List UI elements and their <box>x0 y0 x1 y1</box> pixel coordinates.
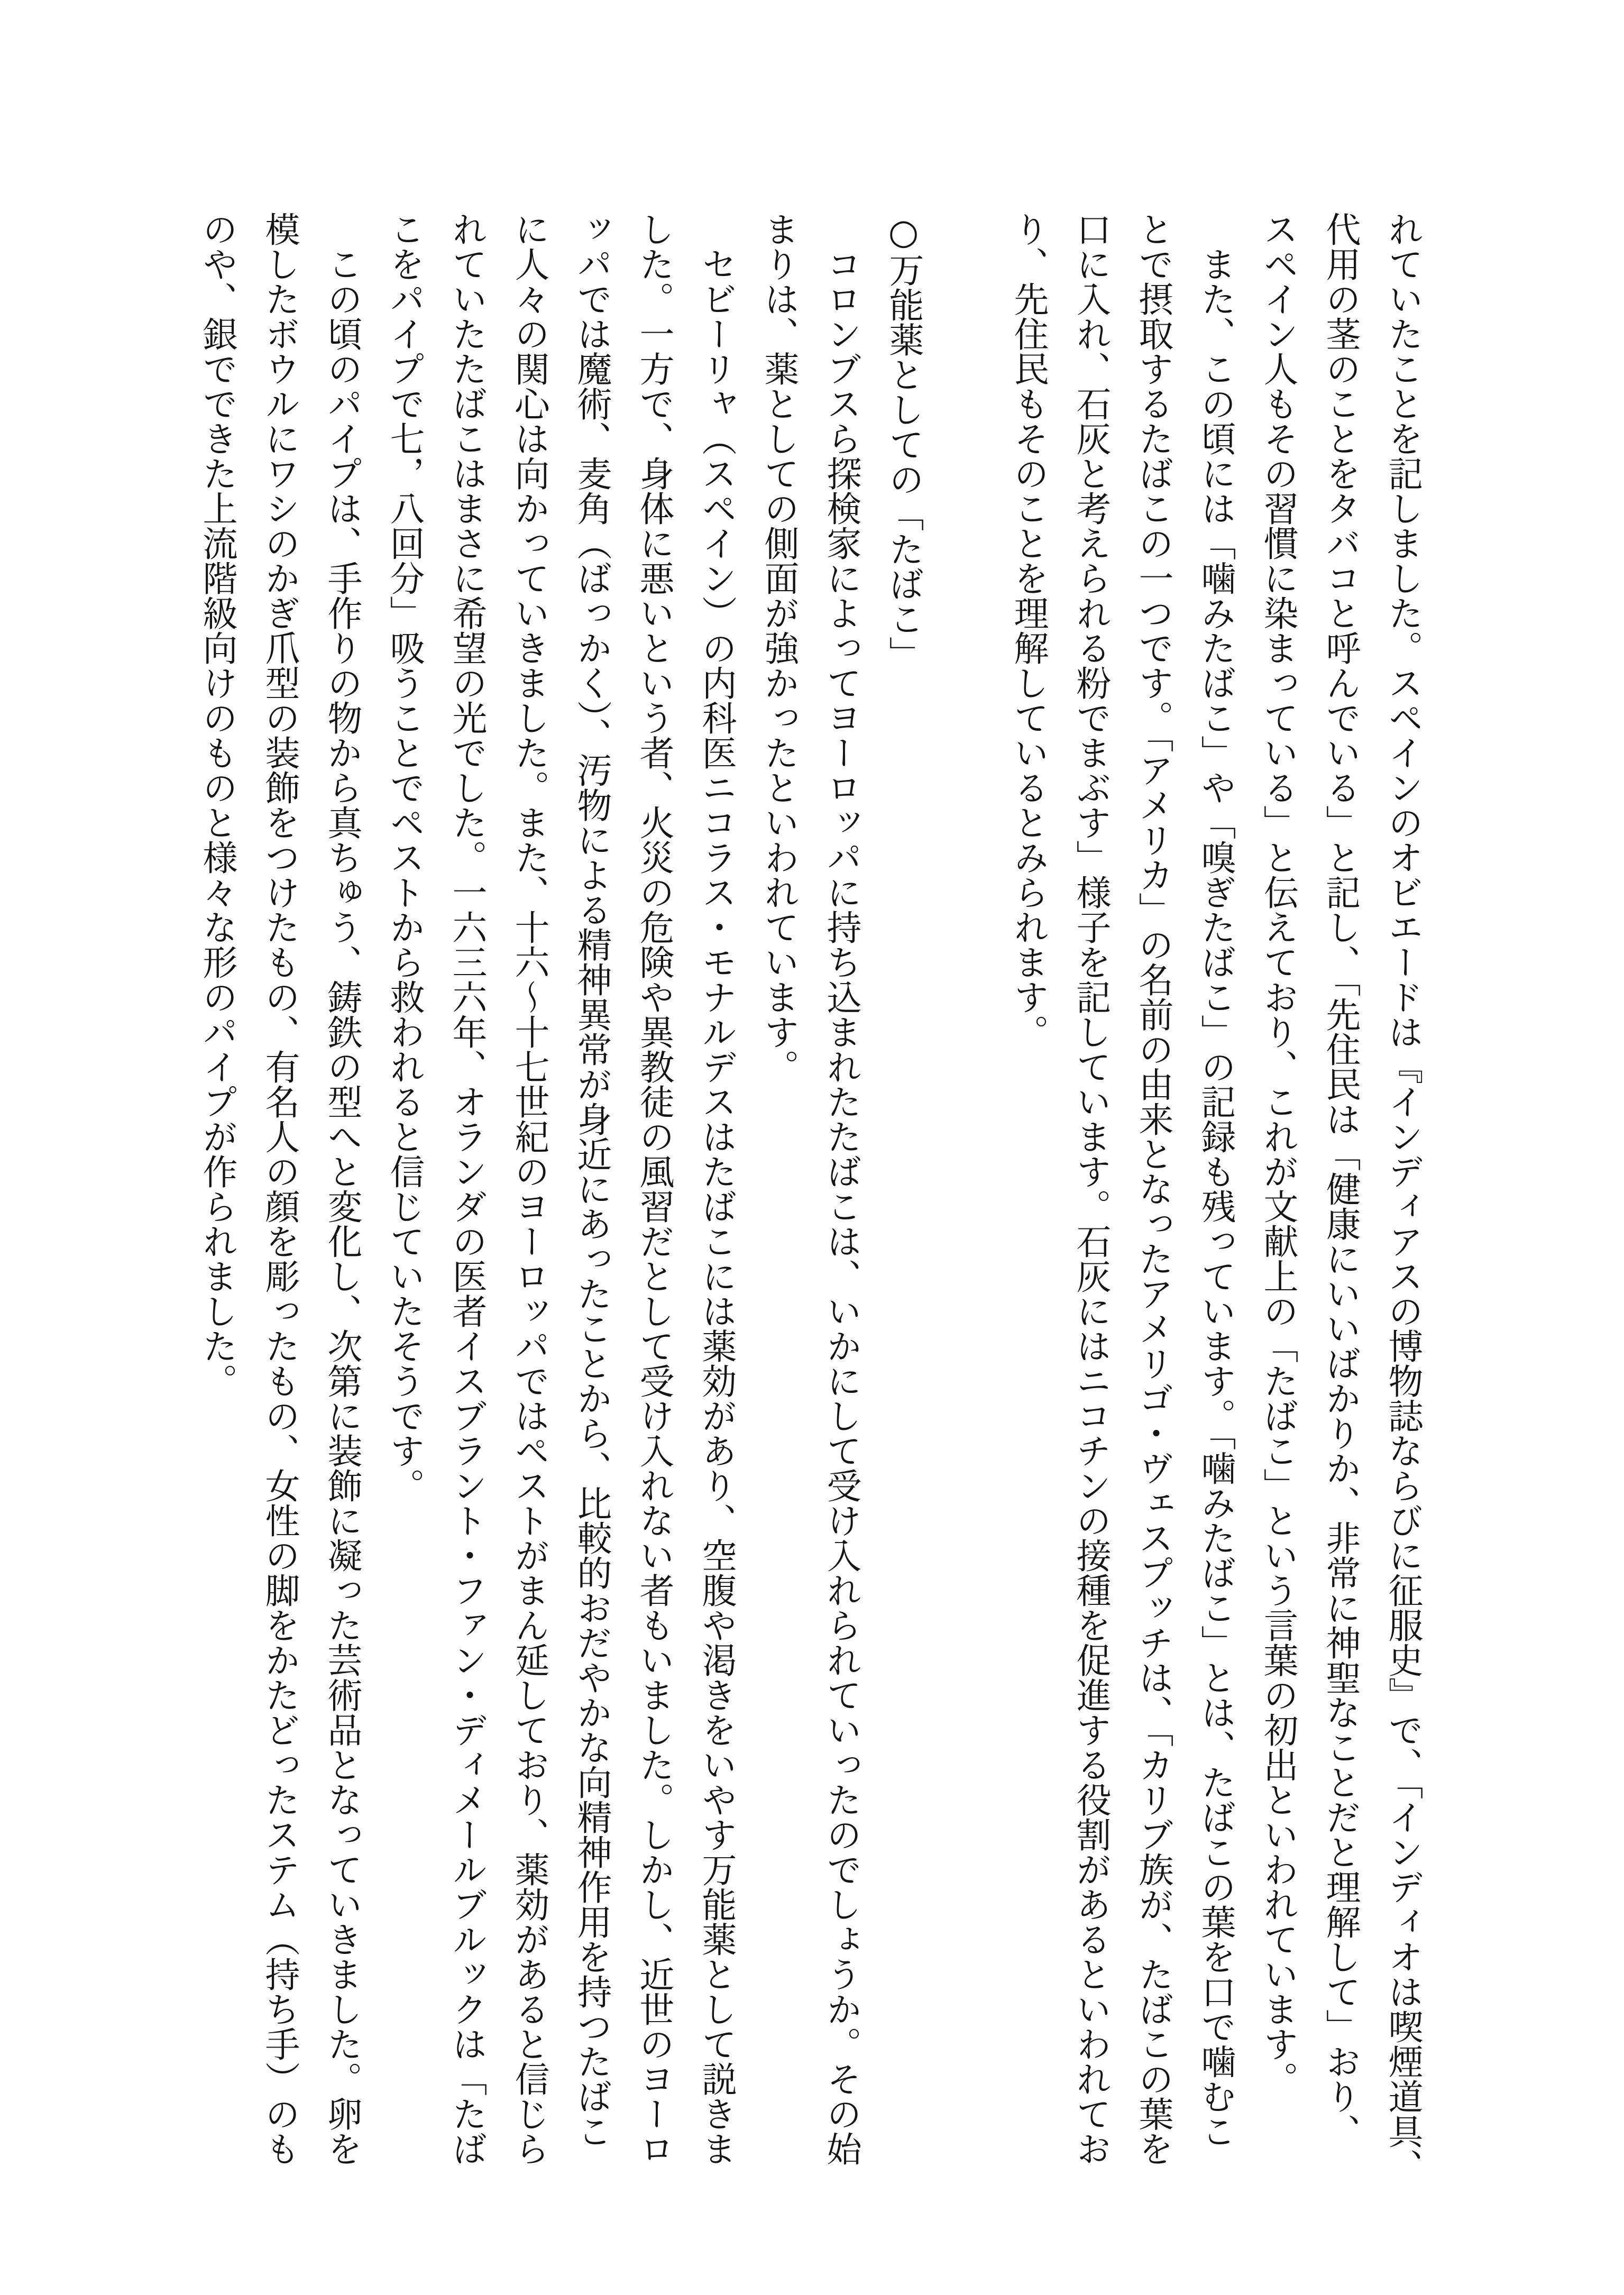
section-heading: ○万能薬としての「たばこ」 <box>883 212 924 671</box>
text-column: 代用の茎のことをタバコと呼んでいる」と記し、「先住民は「健康にいいばかりか、非常に神聖なことだと理解して」おり、 <box>1320 212 1361 2149</box>
text-column: のや、銀でできた上流階級向けのものと様々な形のパイプが作られました。 <box>197 212 237 1398</box>
text-column: こをパイプで七，八回分」吸うことでペストから救われると信じていたそうです。 <box>384 212 425 1503</box>
text-column: まりは、薬としての側面が強かったといわれています。 <box>758 212 799 1084</box>
blank-column <box>934 212 997 2094</box>
text-column: れていたことを記しました。スペインのオビエードは『インディアスの博物誌ならびに征服史』で、「インディオは喫煙道具、 <box>1382 212 1423 2183</box>
text-column: また、この頃には「噛みたばこ」や「嗅ぎたばこ」の記録も残っています。「噛みたばこ」とは、たばこの葉を口で噛むこ <box>1195 212 1236 2149</box>
text-column: 口に入れ、石灰と考えられる粉でまぶす」様子を記しています。石灰にはニコチンの接種を促進する役割があるといわれてお <box>1070 212 1111 2166</box>
text-column: り、先住民もそのことを理解しているとみられます。 <box>1008 212 1049 1049</box>
text-column: スペイン人もその習慣に染まっている」と伝えており、これが文献上の「たばこ」という言葉の初出といわれています。 <box>1258 212 1298 2096</box>
text-column: 模したボウルにワシのかぎ爪型の装飾をつけたもの、有名人の顔を彫ったもの、女性の脚をかたどったステム（持ち手）のも <box>259 212 300 2166</box>
text-column: れていたたばこはまさに希望の光でした。一六三六年、オランダの医者イスブラント・ファン・ディメールブルックは「たば <box>446 212 487 2166</box>
vertical-body-text <box>186 212 1434 2183</box>
text-column: コロンブスら探検家によってヨーロッパに持ち込まれたたばこは、いかにして受け入れられていったのでしょうか。その始 <box>821 212 861 2166</box>
text-column: この頃のパイプは、手作りの物から真ちゅう、鋳鉄の型へと変化し、次第に装飾に凝った芸術品となっていきました。卵を <box>322 212 362 2166</box>
text-column: した。一方で、身体に悪いという者、火災の危険や異教徒の風習だとして受け入れない者もいました。しかし、近世のヨーロ <box>634 212 674 2166</box>
text-column: セビーリャ（スペイン）の内科医ニコラス・モナルデスはたばこには薬効があり、空腹や渇きをいやす万能薬として説きま <box>696 212 737 2166</box>
text-column: とで摂取するたばこの一つです。「アメリカ」の名前の由来となったアメリゴ・ヴェスプッチは、「カリブ族が、たばこの葉を <box>1133 212 1173 2166</box>
text-column: に人々の関心は向かっていきました。また、十六〜十七世紀のヨーロッパではペストがまん延しており、薬効があると信じら <box>509 212 549 2166</box>
text-column: ッパでは魔術、麦角（ばっかく）、汚物による精神異常が身近にあったことから、比較的おだやかな向精神作用を持つたばこ <box>571 212 612 2149</box>
